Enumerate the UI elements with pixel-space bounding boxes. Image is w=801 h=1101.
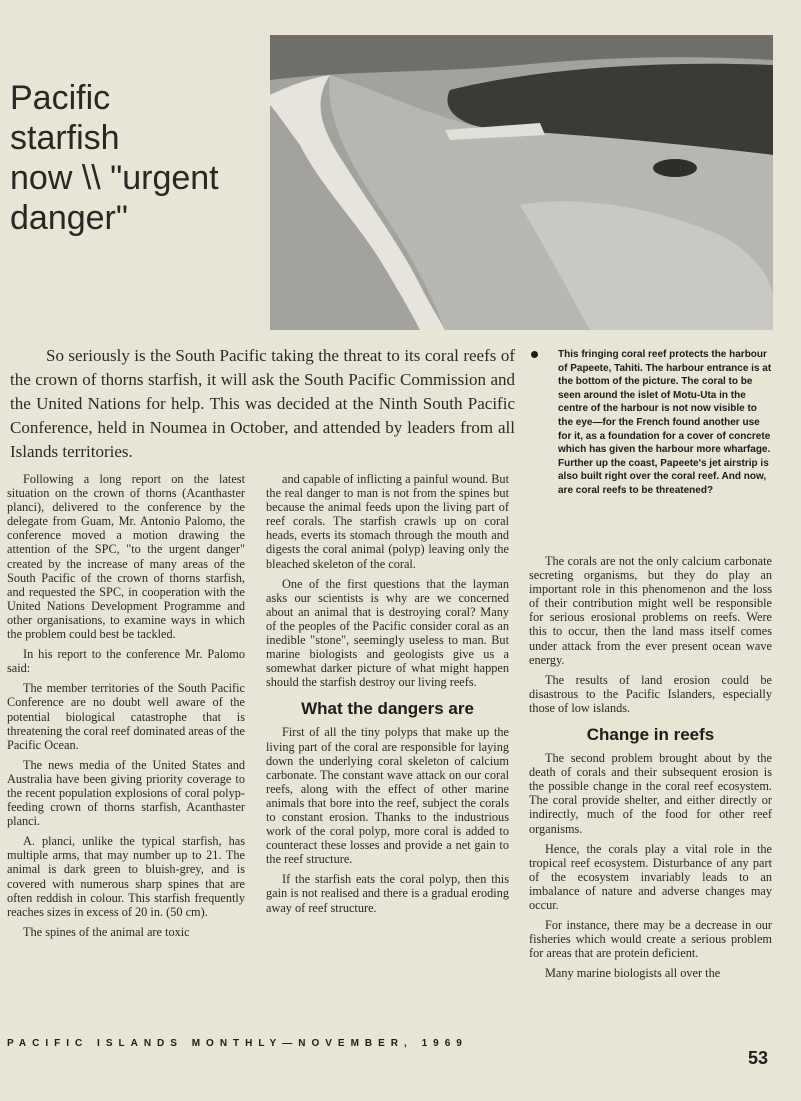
- paragraph: Many marine biologists all over the: [545, 966, 721, 981]
- paragraph: The news media of the United States and Australia have been giving priority coverage to the recent population explosions of coral polyp-feeding crown of thorns starfish, Acanthaster planci.: [7, 757, 245, 829]
- title-line-3: now \\ "urgent: [10, 159, 219, 197]
- aerial-reef-photo: [270, 35, 773, 330]
- title-line-1: Pacific: [10, 79, 111, 117]
- page-number: 53: [748, 1048, 769, 1068]
- photo-caption: [531, 348, 773, 498]
- paragraph: The spines of the animal are toxic: [23, 924, 190, 939]
- aerial-reef-photo-image: [270, 35, 773, 330]
- caption-text: This fringing coral reef protects the harbour of Papeete, Tahiti. The harbour entrance is at the bottom of the picture. The coral to be seen around the islet of Motu-Uta in the centre of the harbour is not now visible to the eye—for the French found another use for it, as a foundation for a cover of concrete which has given the harbour more wharfage. Further up the coast, Papeete's jet airstrip is also built right over the coral reef. And now, are coral reefs to be threatened?: [558, 349, 772, 496]
- paragraph: For instance, there may be a decrease in our fisheries which would create a serious problem for areas that are protein deficient.: [529, 918, 772, 961]
- column-3: [529, 554, 772, 986]
- column-2: [266, 472, 509, 921]
- paragraph: One of the first questions that the layman asks our scientists is why are we concerned about an animal that is destroying coral? Many of the peoples of the Pacific consider coral as an inedible "stone", seemingly useless to man. But marine biologists and geologists give us a somewhat darker picture of what might happen should the starfish destroy our living reefs.: [266, 576, 509, 690]
- paragraph: Following a long report on the latest situation on the crown of thorns (Acanthaster planci), delivered to the conference by the delegate from Guam, Mr. Antonio Palomo, the conference moved a motion drawing the attention of the SPC, "to the urgent danger" created by the increase of many areas of the South Pacific of the crown of thorns starfish, and requested the SPC, in cooperation with the United Nations Development Programme and other organisations, to examine ways in which the problem could best be tackled.: [7, 472, 245, 642]
- section-heading: Change in reefs: [586, 725, 715, 745]
- title-line-4: danger": [10, 199, 128, 237]
- article-title: [10, 78, 260, 238]
- paragraph: Hence, the corals play a vital role in the tropical reef ecosystem. Disturbance of any part of the ecosystem invariably leads to an imbalance of nature and adverse changes may occur.: [529, 841, 772, 912]
- bullet-icon: [531, 351, 538, 358]
- paragraph: First of all the tiny polyps that make up the living part of the coral are responsible for laying down the underlying coral skeleton of calcium carbonate. The constant wave attack on our coral reefs, along with the effect of other marine animals that bore into the reef, subject the corals to constant erosion. Thanks to the industrious work of the coral polyp, more coral is added to counteract these losses and provide a net gain to the reef structure.: [266, 725, 509, 867]
- paragraph: The member territories of the South Pacific Conference are no doubt well aware of the potential biological catastrophe that is threatening the coral reef dominated areas of the Pacific Ocean.: [7, 681, 245, 752]
- paragraph: The second problem brought about by the death of corals and their subsequent erosion is the possible change in the coral reef ecosystem. The coral provide shelter, and either directly or indirectly, much of the food for other reef organisms.: [529, 751, 772, 836]
- paragraph: A. planci, unlike the typical starfish, has multiple arms, that may number up to 21. The animal is dark green to bluish-grey, and is covered with numerous sharp spines that are often reddish in colour. This starfish frequently reaches sizes in excess of 20 in. (50 cm).: [7, 834, 245, 919]
- paragraph: and capable of inflicting a painful wound. But the real danger to man is not from the spines but because the animal feeds upon the living part of reef corals. The starfish crawls up on coral heads, everts its stomach through the mouth and digests the coral animal (polyp) leaving only the bleached skeleton of the coral.: [266, 472, 509, 571]
- title-line-2: starfish: [10, 119, 120, 157]
- paragraph: The results of land erosion could be disastrous to the Pacific Islanders, especially those of low islands.: [529, 672, 772, 715]
- lead-paragraph: So seriously is the South Pacific taking the threat to its coral reefs of the crown of thorns starfish, it will ask the South Pacific Commission and the United Nations for help. This was decided at the Ninth South Pacific Conference, held in Noumea in October, and attended by leaders from all Islands territories.: [10, 346, 515, 461]
- paragraph: The corals are not the only calcium carbonate secreting organisms, but they do play an important role in this phenomenon and the loss of their contribution might well be responsible for serious erosional problems on reefs. Were this to occur, then the land mass itself comes under attack from the ever present ocean wave energy.: [529, 554, 772, 667]
- paragraph: If the starfish eats the coral polyp, then this gain is not realised and there is a gradual eroding away of reef structure.: [266, 872, 509, 915]
- page-footer: PACIFIC ISLANDS MONTHLY—NOVEMBER, 1969: [7, 1038, 468, 1049]
- column-1: [7, 472, 245, 945]
- paragraph: In his report to the conference Mr. Palomo said:: [7, 647, 245, 676]
- section-heading: What the dangers are: [301, 699, 474, 719]
